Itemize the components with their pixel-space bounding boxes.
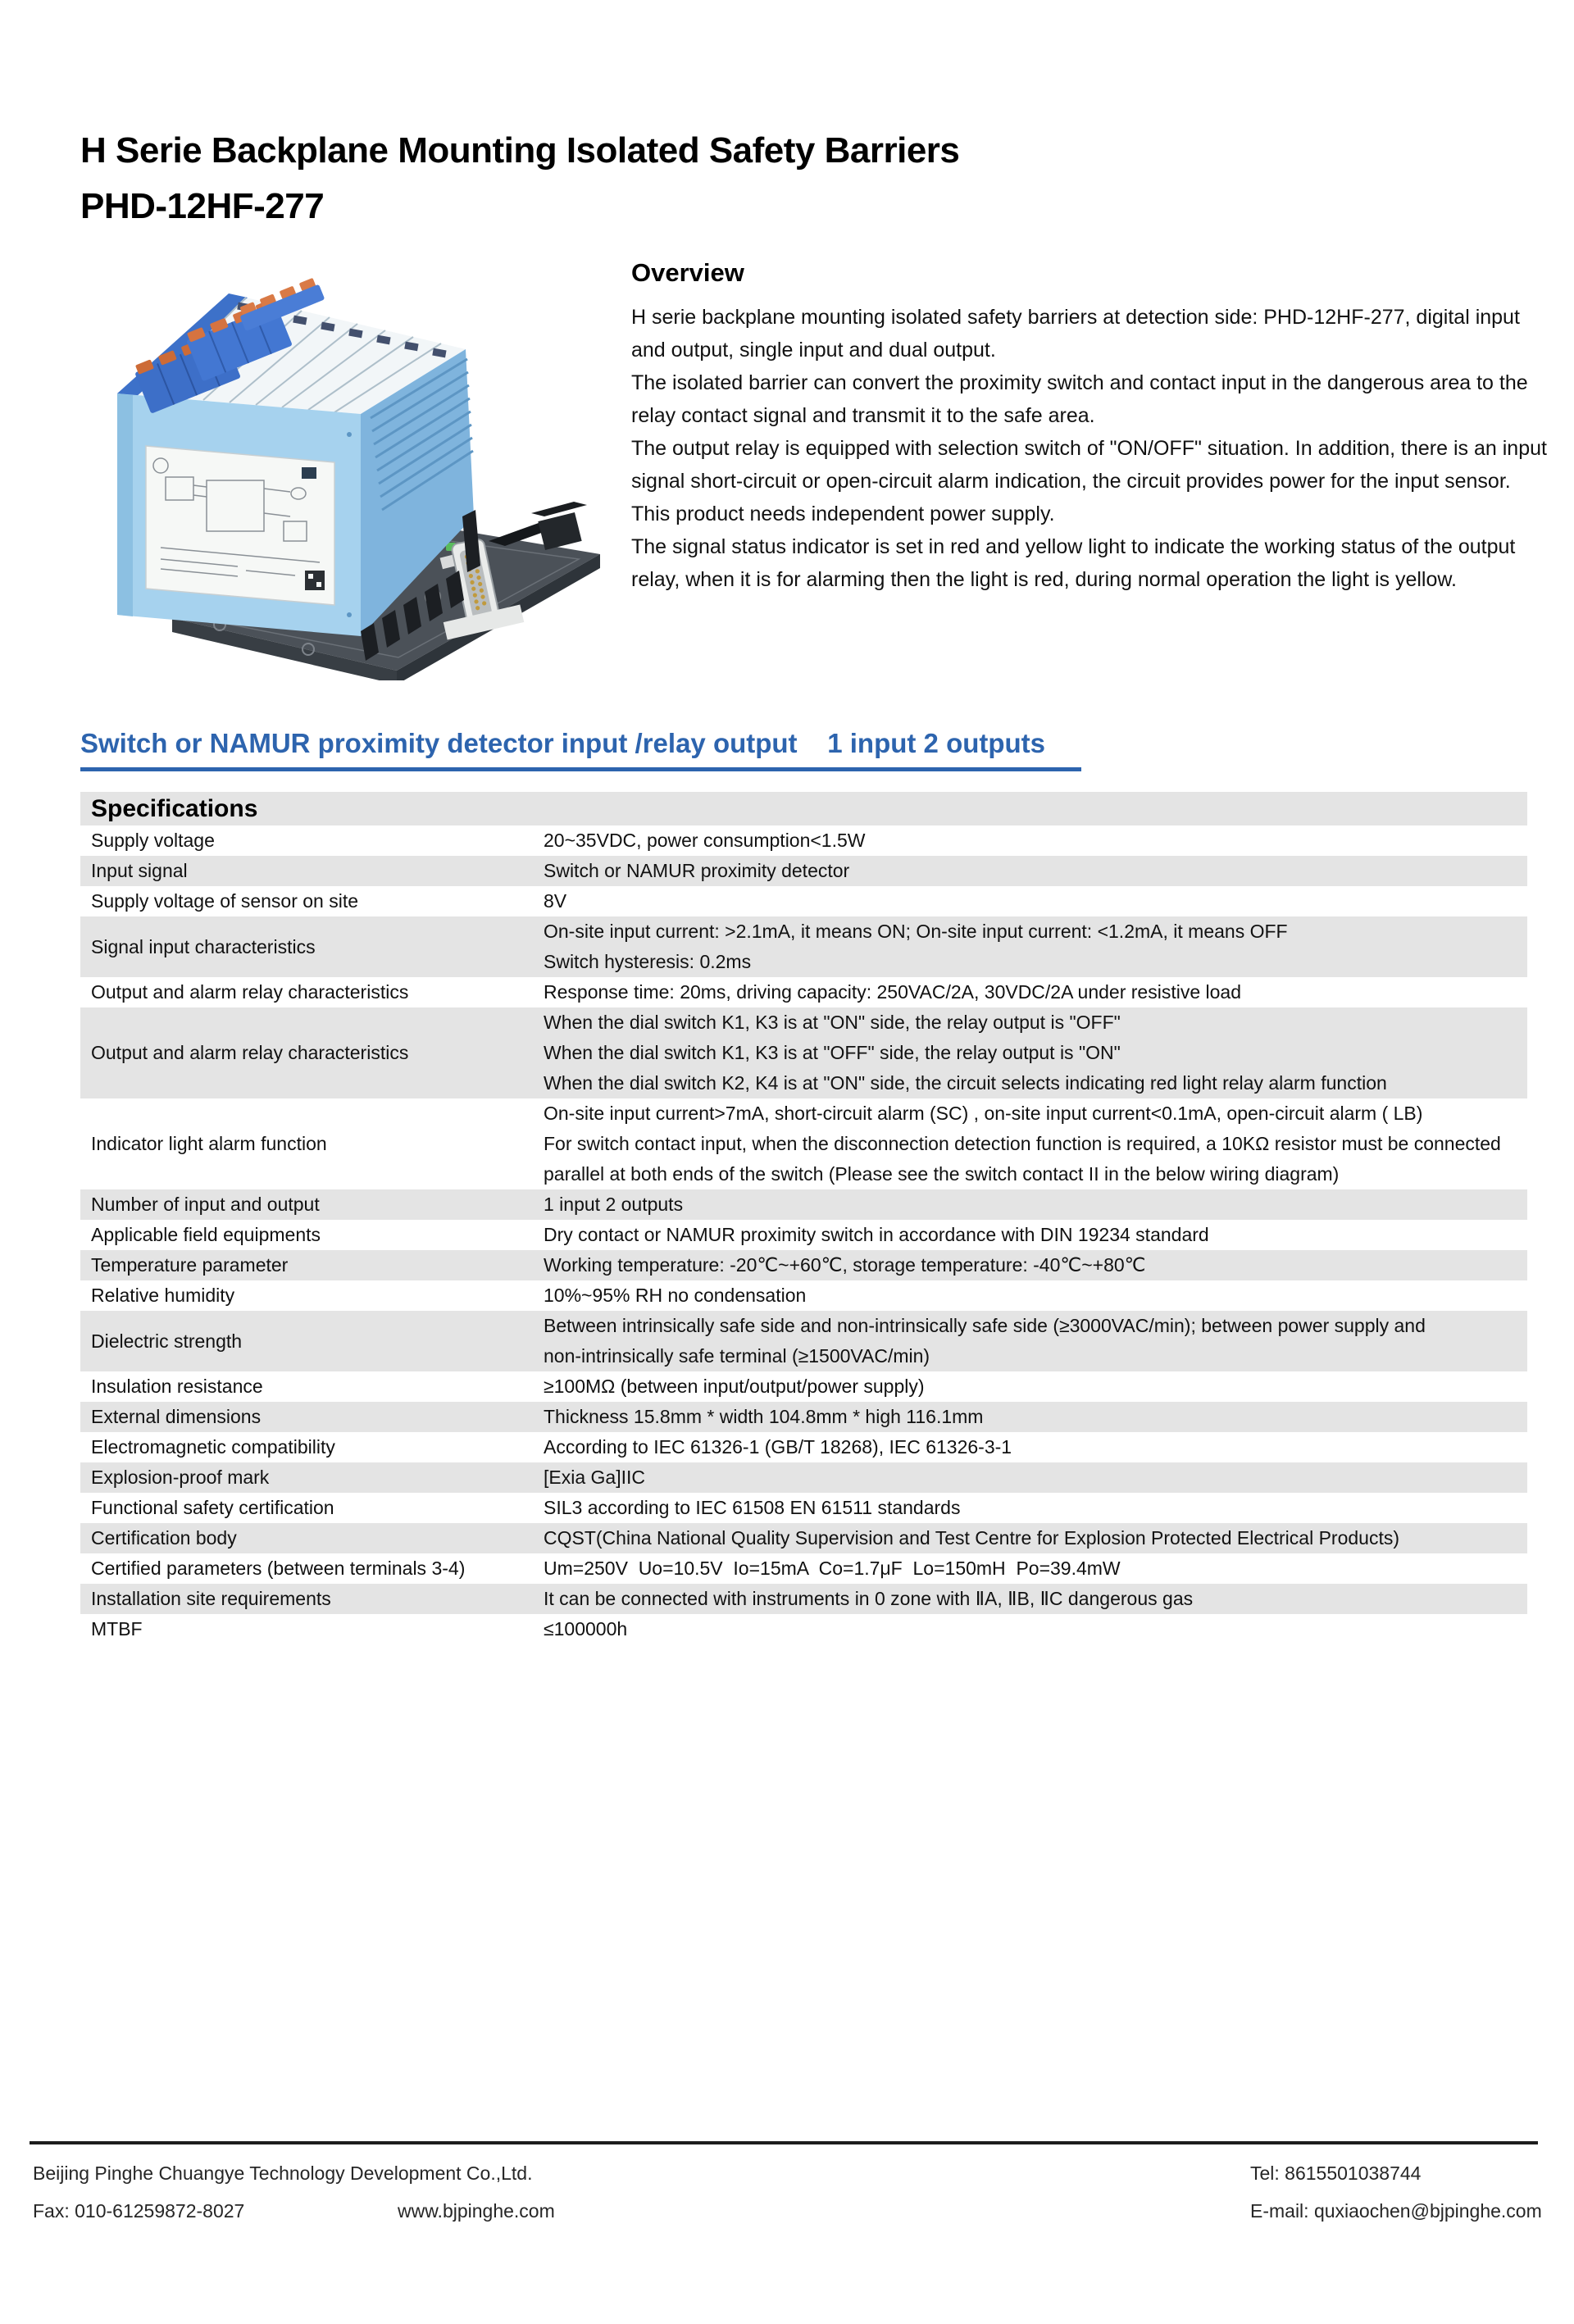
- spec-value-line: Working temperature: -20℃~+60℃, storage temperature: -40℃~+80℃: [544, 1254, 1146, 1276]
- spec-row: [80, 1493, 1527, 1523]
- spec-label: Output and alarm relay characteristics: [91, 981, 409, 1003]
- spec-row: [80, 1098, 1527, 1189]
- spec-label: Electromagnetic compatibility: [91, 1436, 335, 1458]
- spec-value-line: When the dial switch K2, K4 is at "ON" side, the circuit selects indicating red light relay alarm function: [544, 1072, 1387, 1094]
- spec-value: [544, 1189, 1527, 1220]
- spec-value: [544, 1007, 1527, 1098]
- spec-label: Certification body: [91, 1527, 237, 1549]
- spec-label: Relative humidity: [91, 1285, 235, 1306]
- section-heading: Switch or NAMUR proximity detector input /relay output 1 input 2 outputs: [80, 728, 1081, 771]
- spec-label: Number of input and output: [91, 1194, 320, 1215]
- spec-value-line: CQST(China National Quality Supervision and Test Centre for Explosion Protected Electrical Products): [544, 1527, 1399, 1549]
- doc-title: [80, 123, 959, 234]
- footer-company: Beijing Pinghe Chuangye Technology Development Co.,Ltd.: [33, 2163, 533, 2184]
- spec-table-body: [80, 825, 1527, 1644]
- spec-row: [80, 856, 1527, 886]
- spec-value: [544, 1493, 1527, 1523]
- overview-paragraph: H serie backplane mounting isolated safety barriers at detection side: PHD-12HF-277, digital input and output, single input and dual output.: [631, 306, 1520, 362]
- spec-label: Insulation resistance: [91, 1376, 263, 1397]
- spec-value-line: Switch or NAMUR proximity detector: [544, 860, 850, 881]
- spec-row: [80, 1311, 1527, 1371]
- spec-value-line: Switch hysteresis: 0.2ms: [544, 951, 752, 972]
- spec-label: External dimensions: [91, 1406, 262, 1427]
- overview-paragraphs: [631, 301, 1551, 596]
- spec-label: Temperature parameter: [91, 1254, 289, 1276]
- spec-value: [544, 825, 1527, 856]
- spec-value-line: 20~35VDC, power consumption<1.5W: [544, 830, 866, 851]
- doc-title-line1: H Serie Backplane Mounting Isolated Safety Barriers: [80, 130, 960, 171]
- spec-label: Installation site requirements: [91, 1588, 331, 1609]
- spec-value-line: ≤100000h: [544, 1618, 628, 1640]
- spec-label: Indicator light alarm function: [91, 1133, 327, 1154]
- spec-value: [544, 1280, 1527, 1311]
- spec-value: [544, 856, 1527, 886]
- overview-paragraph: The output relay is equipped with selection switch of "ON/OFF" situation. In addition, there is an input signal short-circuit or open-circuit alarm indication, the circuit provides power for the input sensor.: [631, 437, 1547, 493]
- spec-value: [544, 1098, 1527, 1189]
- footer-tel: Tel: 8615501038744: [1250, 2163, 1422, 2184]
- spec-value: [544, 1432, 1527, 1462]
- spec-row: [80, 1553, 1527, 1584]
- spec-row: [80, 977, 1527, 1007]
- spec-value-line: Response time: 20ms, driving capacity: 250VAC/2A, 30VDC/2A under resistive load: [544, 981, 1241, 1003]
- spec-value-line: Dry contact or NAMUR proximity switch in accordance with DIN 19234 standard: [544, 1224, 1209, 1245]
- spec-value-line: On-site input current>7mA, short-circuit alarm (SC) , on-site input current<0.1mA, open-circuit alarm ( LB): [544, 1103, 1423, 1124]
- spec-row: [80, 1280, 1527, 1311]
- spec-row: [80, 886, 1527, 916]
- spec-row: [80, 1250, 1527, 1280]
- spec-label: MTBF: [91, 1618, 143, 1640]
- product-photo: [115, 271, 656, 680]
- spec-value-line: On-site input current: >2.1mA, it means ON; On-site input current: <1.2mA, it means OFF: [544, 921, 1288, 942]
- overview-paragraph: The signal status indicator is set in red and yellow light to indicate the working status of the output relay, when it is for alarming then the light is red, during normal operation the light is yellow.: [631, 535, 1516, 591]
- spec-value: [544, 1584, 1527, 1614]
- spec-value-line: non-intrinsically safe terminal (≥1500VAC/min): [544, 1345, 930, 1367]
- spec-value: [544, 1553, 1527, 1584]
- footer-email: E-mail: quxiaochen@bjpinghe.com: [1250, 2200, 1542, 2222]
- spec-label: Supply voltage: [91, 830, 215, 851]
- spec-value-line: It can be connected with instruments in 0 zone with ⅡA, ⅡB, ⅡC dangerous gas: [544, 1588, 1194, 1609]
- spec-label: Explosion-proof mark: [91, 1467, 270, 1488]
- spec-value-line: 1 input 2 outputs: [544, 1194, 684, 1215]
- spec-value: [544, 1250, 1527, 1280]
- spec-value: [544, 1402, 1527, 1432]
- spec-label: Output and alarm relay characteristics: [91, 1042, 409, 1063]
- spec-value-line: Between intrinsically safe side and non-intrinsically safe side (≥3000VAC/min); between power supply and: [544, 1315, 1426, 1336]
- spec-value: [544, 1523, 1527, 1553]
- spec-value-line: 8V: [544, 890, 567, 912]
- spec-label: Applicable field equipments: [91, 1224, 321, 1245]
- spec-row: [80, 1371, 1527, 1402]
- spec-row: [80, 1220, 1527, 1250]
- spec-value: [544, 1371, 1527, 1402]
- overview-paragraph: This product needs independent power supply.: [631, 503, 1055, 525]
- spec-row: [80, 1007, 1527, 1098]
- spec-row: [80, 1462, 1527, 1493]
- overview-paragraph: The isolated barrier can convert the proximity switch and contact input in the dangerous area to the relay contact signal and transmit it to the safe area.: [631, 371, 1528, 427]
- spec-value: [544, 1220, 1527, 1250]
- spec-label: Input signal: [91, 860, 188, 881]
- spec-value-line: Um=250V Uo=10.5V Io=15mA Co=1.7μF Lo=150mH Po=39.4mW: [544, 1558, 1121, 1579]
- spec-row: [80, 1189, 1527, 1220]
- spec-value: [544, 1462, 1527, 1493]
- spec-row: [80, 1523, 1527, 1553]
- spec-value-line: ≥100MΩ (between input/output/power supply): [544, 1376, 925, 1397]
- spec-value-line: [Exia Ga]IIC: [544, 1467, 645, 1488]
- spec-value-line: When the dial switch K1, K3 is at "OFF" side, the relay output is "ON": [544, 1042, 1121, 1063]
- spec-row: [80, 1584, 1527, 1614]
- spec-value-line: When the dial switch K1, K3 is at "ON" side, the relay output is "OFF": [544, 1012, 1121, 1033]
- spec-row: [80, 916, 1527, 977]
- spec-label: Signal input characteristics: [91, 935, 316, 957]
- spec-value-line: According to IEC 61326-1 (GB/T 18268), IEC 61326-3-1: [544, 1436, 1012, 1458]
- footer-fax: Fax: 010-61259872-8027: [33, 2200, 245, 2222]
- spec-table: [80, 792, 1527, 1644]
- spec-value-line: Thickness 15.8mm * width 104.8mm * high 116.1mm: [544, 1406, 984, 1427]
- spec-value-line: SIL3 according to IEC 61508 EN 61511 standards: [544, 1497, 961, 1518]
- spec-value: [544, 916, 1527, 977]
- footer-divider: [30, 2141, 1538, 2144]
- doc-title-line2: PHD-12HF-277: [80, 186, 325, 226]
- spec-value: [544, 977, 1527, 1007]
- spec-value-line: 10%~95% RH no condensation: [544, 1285, 807, 1306]
- spec-value: [544, 886, 1527, 916]
- spec-row: [80, 1402, 1527, 1432]
- spec-label: Certified parameters (between terminals 3-4): [91, 1558, 466, 1579]
- overview-section: [631, 258, 1551, 596]
- product-photo-illustration: [115, 271, 656, 680]
- spec-label: Dielectric strength: [91, 1330, 243, 1352]
- spec-table-heading: Specifications: [80, 792, 1527, 825]
- spec-value-line: parallel at both ends of the switch (Please see the switch contact II in the below wiring diagram): [544, 1163, 1340, 1185]
- spec-value-line: For switch contact input, when the disconnection detection function is required, a 10KΩ resistor must be connected: [544, 1133, 1501, 1154]
- overview-heading: Overview: [631, 258, 744, 287]
- spec-row: [80, 1614, 1527, 1644]
- spec-value: [544, 1311, 1527, 1371]
- spec-label: Functional safety certification: [91, 1497, 334, 1518]
- spec-value: [544, 1614, 1527, 1644]
- spec-row: [80, 1432, 1527, 1462]
- spec-label: Supply voltage of sensor on site: [91, 890, 359, 912]
- spec-row: [80, 825, 1527, 856]
- footer-website: www.bjpinghe.com: [398, 2200, 555, 2222]
